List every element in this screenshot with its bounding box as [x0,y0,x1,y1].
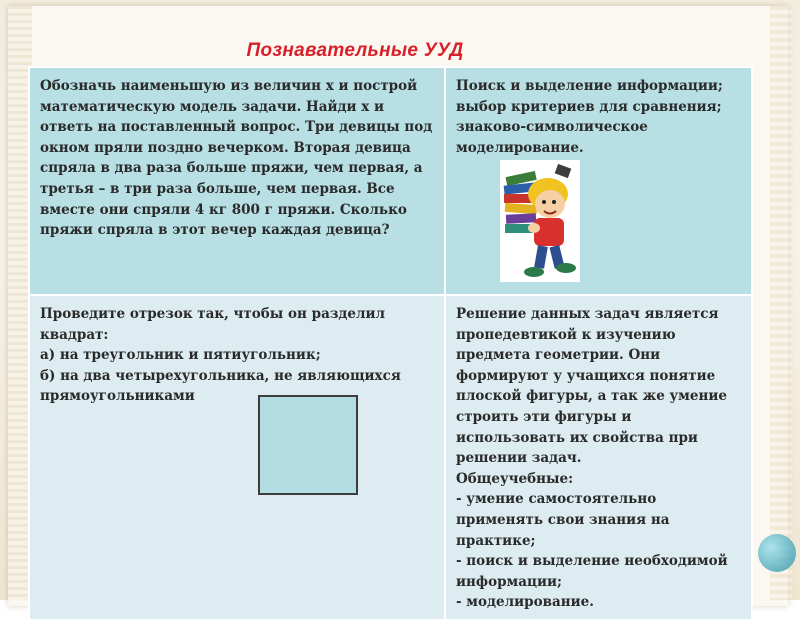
right-decoration [770,6,792,600]
schoolboy-with-books-icon [500,160,580,282]
skills-text-1: Поиск и выделение информации; выбор критериев для сравнения; знаково-символическое моделирование. [445,67,752,295]
table-row [29,295,752,620]
skills-text-2: Решение данных задач является пропедевтикой к изучению предмета геометрии. Они формируют у учащихся понятие плоской фигуры, а так же умение строить эти фигуры и использовать их свойства при решении задач. Общеучебные: - умение самостоятельно применять свои знания на практике; - поиск и выделение необходимой информации; - моделирование. [445,295,752,620]
task-text-1: Обозначь наименьшую из величин х и построй математическую модель задачи. Найди х и ответь на поставленный вопрос. Три девицы под окном пряли поздно вечерком. Вторая девица спряла в два раза больше пряжи, чем первая, а третья – в три раза больше, чем первая. Все вместе они спряли 4 кг 800 г пряжи. Сколько пряжи спряла в этот вечер каждая девица? [29,67,445,295]
decorative-circle [758,534,796,572]
content-table [28,66,753,621]
task-text-2: Проведите отрезок так, чтобы он разделил квадрат: а) на треугольник и пятиугольник; б) на два четырехугольника, не являющихся прямоугольниками [29,295,445,620]
table-row [29,67,752,295]
square-figure [258,395,358,495]
slide-title: Познавательные УУД [246,40,464,61]
